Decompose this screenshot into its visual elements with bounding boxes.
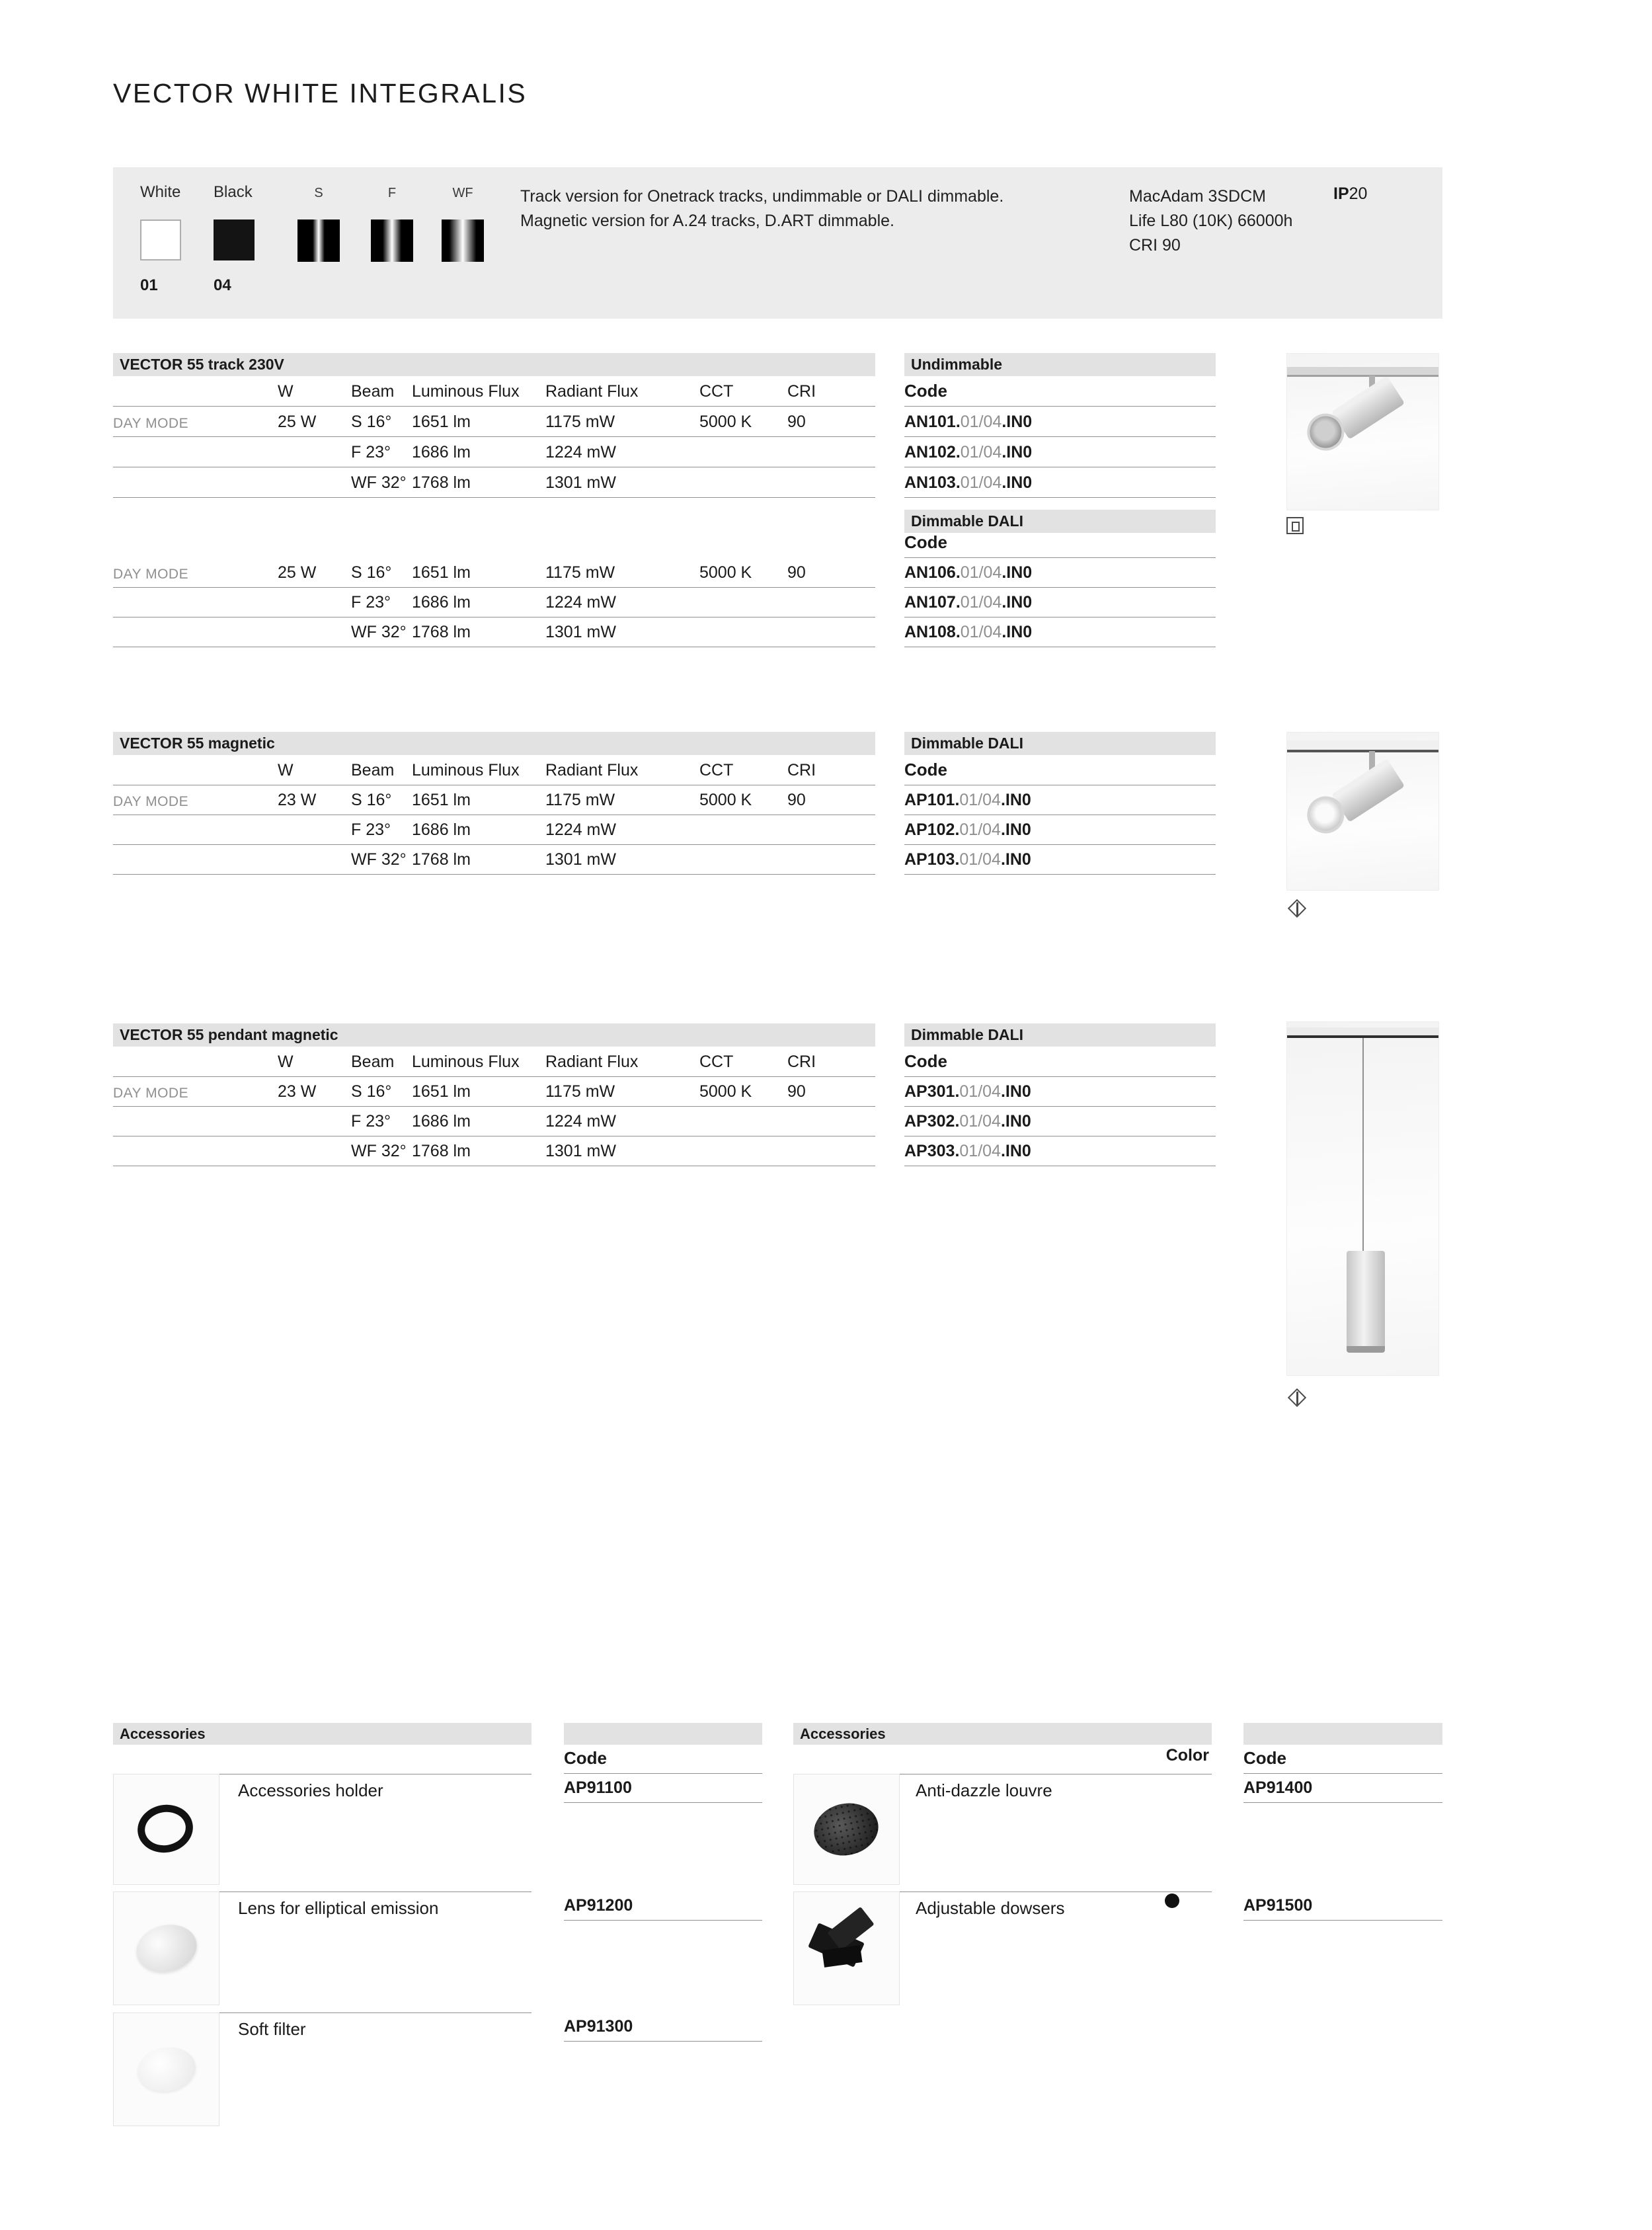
code-suffix: .IN0 (1000, 1082, 1031, 1101)
pendant-track-rail (1287, 1027, 1438, 1038)
cell-cri: 90 (787, 563, 806, 582)
product-info-band (113, 167, 1442, 319)
accessory-code-row (1243, 1892, 1442, 1921)
code-suffix: .IN0 (1002, 593, 1033, 612)
column-header-radiant-flux: Radiant Flux (545, 1053, 639, 1071)
code-row (904, 588, 1216, 617)
product-image-magnetic-spotlight (1286, 732, 1439, 891)
page-title: VECTOR WHITE INTEGRALIS (113, 78, 528, 108)
accessory-item-label: Anti-dazzle louvre (916, 1780, 1052, 1800)
dim-header-dali: Dimmable DALI (904, 1023, 1216, 1047)
code-row (904, 617, 1216, 647)
cell-radiant-flux: 1301 mW (545, 1142, 616, 1160)
product-code (904, 791, 1031, 810)
finish-swatch-white (140, 219, 181, 260)
cell-radiant-flux: 1301 mW (545, 623, 616, 641)
cell-luminous-flux: 1651 lm (412, 791, 471, 809)
color-dot-black (1165, 1893, 1179, 1908)
cell-cct: 5000 K (699, 563, 752, 582)
accessory-item-label: Accessories holder (238, 1780, 383, 1800)
product-code (904, 850, 1031, 869)
code-suffix: .IN0 (1002, 413, 1033, 431)
ip-prefix: IP (1333, 184, 1349, 203)
day-mode-label: DAY MODE (113, 416, 189, 431)
beam-icon-spot (297, 219, 340, 262)
accessory-item-label: Lens for elliptical emission (238, 1898, 439, 1918)
code-finish: 01/04 (960, 593, 1002, 612)
table-row (113, 617, 875, 647)
code-suffix: .IN0 (1000, 1112, 1031, 1131)
column-header-cri: CRI (787, 1053, 816, 1071)
table-header-row (113, 1047, 875, 1077)
day-mode-label: DAY MODE (113, 567, 189, 582)
product-description (520, 184, 1003, 233)
table-header-row (113, 376, 875, 407)
cell-luminous-flux: 1686 lm (412, 593, 471, 612)
track-mount-icon (1286, 517, 1304, 534)
track-rail (1287, 367, 1438, 377)
cell-cct: 5000 K (699, 413, 752, 431)
cell-radiant-flux: 1224 mW (545, 820, 616, 839)
product-image-track-spotlight (1286, 353, 1439, 510)
product-code (904, 413, 1032, 432)
table-header-row (113, 755, 875, 785)
column-header-cct: CCT (699, 761, 734, 779)
code-suffix: .IN0 (1000, 791, 1031, 809)
spec-macadam: MacAdam 3SDCM (1129, 187, 1266, 206)
cell-beam: S 16° (351, 1082, 392, 1101)
cell-beam: F 23° (351, 820, 391, 839)
code-prefix: AN108. (904, 623, 961, 641)
accessory-image-louvre (793, 1774, 900, 1885)
cell-wattage: 23 W (278, 1082, 317, 1101)
product-code (904, 593, 1032, 612)
cell-radiant-flux: 1224 mW (545, 443, 616, 461)
cell-radiant-flux: 1175 mW (545, 1082, 615, 1101)
code-finish: 01/04 (960, 413, 1002, 431)
code-prefix: AP103. (904, 850, 960, 869)
beam-icon-wide-flood (442, 219, 484, 262)
description-line-2: Magnetic version for A.24 tracks, D.ART dimmable. (520, 212, 894, 230)
product-code (904, 1112, 1031, 1131)
spec-list (1129, 184, 1292, 258)
code-suffix: .IN0 (1002, 473, 1033, 492)
cell-beam: WF 32° (351, 1142, 407, 1160)
column-header-w: W (278, 761, 294, 779)
holder-ring (134, 1800, 196, 1856)
code-finish: 01/04 (960, 563, 1002, 582)
column-header-w: W (278, 1053, 294, 1071)
accessory-code-value: AP91200 (564, 1896, 633, 1915)
section-header-pendant: VECTOR 55 pendant magnetic (113, 1023, 875, 1047)
table-row (113, 588, 875, 617)
table-row (113, 785, 875, 815)
code-header: Code (1243, 1748, 1286, 1768)
code-header: Code (904, 760, 947, 779)
code-row (904, 785, 1216, 815)
code-prefix: AN102. (904, 443, 961, 461)
code-prefix: AP102. (904, 820, 960, 839)
code-row (904, 407, 1216, 437)
cell-beam: S 16° (351, 791, 392, 809)
table-row (113, 437, 875, 467)
cell-radiant-flux: 1175 mW (545, 563, 615, 582)
beam-label-wf: WF (452, 186, 473, 200)
ip-value: 20 (1349, 184, 1368, 203)
spec-life: Life L80 (10K) 66000h (1129, 212, 1293, 230)
code-finish: 01/04 (960, 443, 1002, 461)
dim-header-undimmable: Undimmable (904, 353, 1216, 376)
accessory-code-row (564, 2012, 762, 2042)
cell-luminous-flux: 1651 lm (412, 563, 471, 582)
day-mode-label: DAY MODE (113, 794, 189, 809)
cell-radiant-flux: 1224 mW (545, 593, 616, 612)
product-code (904, 1142, 1031, 1161)
accessories-header-right: Accessories (793, 1723, 1212, 1745)
accessory-item-label: Adjustable dowsers (916, 1898, 1065, 1918)
beam-label-s: S (314, 186, 323, 200)
code-finish: 01/04 (960, 473, 1002, 492)
column-header-cri: CRI (787, 382, 816, 401)
finish-swatch-black (214, 219, 255, 260)
code-header-row (904, 755, 1216, 785)
cell-beam: F 23° (351, 1112, 391, 1131)
table-row (113, 1136, 875, 1166)
cell-wattage: 25 W (278, 413, 317, 431)
column-header-cct: CCT (699, 382, 734, 401)
code-finish: 01/04 (959, 1082, 1001, 1101)
table-row (113, 845, 875, 875)
cell-luminous-flux: 1686 lm (412, 1112, 471, 1131)
product-code (904, 1082, 1031, 1101)
code-finish: 01/04 (959, 850, 1001, 869)
code-header-row (904, 1047, 1216, 1077)
product-image-pendant (1286, 1021, 1439, 1376)
table-row (113, 467, 875, 498)
code-prefix: AP101. (904, 791, 960, 809)
code-row (904, 1136, 1216, 1166)
cell-radiant-flux: 1175 mW (545, 413, 615, 431)
pendant-cord (1362, 1038, 1364, 1251)
cell-cri: 90 (787, 1082, 806, 1101)
code-prefix: AP302. (904, 1112, 960, 1131)
table-row (113, 1107, 875, 1136)
dim-header-dali: Dimmable DALI (904, 510, 1216, 533)
code-suffix: .IN0 (1000, 1142, 1031, 1160)
description-line-1: Track version for Onetrack tracks, undimmable or DALI dimmable. (520, 187, 1004, 206)
code-row (904, 1107, 1216, 1136)
accessory-code (564, 2017, 633, 2036)
finish-code-black: 04 (214, 276, 231, 294)
column-header-beam: Beam (351, 382, 395, 401)
spec-cri: CRI 90 (1129, 236, 1181, 255)
accessory-code-row (564, 1774, 762, 1803)
accessory-code-value: AP91400 (1243, 1778, 1313, 1797)
cell-cct: 5000 K (699, 791, 752, 809)
code-suffix: .IN0 (1002, 623, 1033, 641)
section-header-track: VECTOR 55 track 230V (113, 353, 875, 376)
cell-cri: 90 (787, 413, 806, 431)
accessories-code-bar-left (564, 1723, 762, 1745)
accessory-code (1243, 1896, 1312, 1915)
accessory-code-value: AP91100 (564, 1778, 632, 1797)
column-header-cct: CCT (699, 1053, 734, 1071)
magnet-icon-bar (1296, 1392, 1298, 1405)
accessory-item-label: Soft filter (238, 2019, 306, 2039)
column-header-radiant-flux: Radiant Flux (545, 761, 639, 779)
magnetic-track-rail (1287, 740, 1438, 752)
cell-beam: S 16° (351, 413, 392, 431)
beam-label-f: F (387, 186, 397, 200)
cell-wattage: 23 W (278, 791, 317, 809)
code-suffix: .IN0 (1000, 850, 1031, 869)
cell-luminous-flux: 1651 lm (412, 413, 471, 431)
accessory-code (1243, 1778, 1312, 1798)
code-row (904, 1077, 1216, 1107)
code-finish: 01/04 (959, 791, 1001, 809)
pendant-body (1347, 1251, 1385, 1350)
code-row (904, 845, 1216, 875)
magnet-icon-bar (1296, 902, 1298, 916)
cell-beam: S 16° (351, 563, 392, 582)
accessory-image-lens (113, 1892, 219, 2005)
column-header-cri: CRI (787, 761, 816, 779)
code-header-row (1243, 1745, 1442, 1774)
column-header-luminous-flux: Luminous Flux (412, 1053, 520, 1071)
cell-luminous-flux: 1651 lm (412, 1082, 471, 1101)
day-mode-label: DAY MODE (113, 1086, 189, 1101)
code-header: Code (904, 532, 947, 552)
code-header-row (904, 376, 1216, 407)
accessory-code-row (564, 1892, 762, 1921)
spotlight-body (1304, 371, 1409, 459)
table-row (113, 558, 875, 588)
product-code (904, 623, 1032, 642)
soft-filter-disc (134, 2043, 199, 2096)
column-header-luminous-flux: Luminous Flux (412, 761, 520, 779)
accessory-image-holder (113, 1774, 219, 1885)
cell-wattage: 25 W (278, 563, 317, 582)
cell-luminous-flux: 1768 lm (412, 623, 471, 641)
code-suffix: .IN0 (1002, 563, 1033, 582)
code-header: Code (564, 1748, 607, 1768)
cell-luminous-flux: 1768 lm (412, 850, 471, 869)
accessory-image-dowsers (793, 1892, 900, 2005)
code-header-row (564, 1745, 762, 1774)
product-code (904, 563, 1032, 582)
magnet-icon (1286, 898, 1309, 920)
cell-cri: 90 (787, 791, 806, 809)
code-suffix: .IN0 (1000, 820, 1031, 839)
code-prefix: AN103. (904, 473, 961, 492)
code-prefix: AP303. (904, 1142, 960, 1160)
cell-beam: WF 32° (351, 623, 407, 641)
accessory-image-soft-filter (113, 2012, 219, 2126)
code-header: Code (904, 1051, 947, 1071)
table-row (113, 1077, 875, 1107)
accessories-code-bar-right (1243, 1723, 1442, 1745)
code-row (904, 558, 1216, 588)
cell-luminous-flux: 1686 lm (412, 820, 471, 839)
cell-radiant-flux: 1301 mW (545, 850, 616, 869)
cell-luminous-flux: 1768 lm (412, 473, 471, 492)
code-row (904, 437, 1216, 467)
code-header-row (904, 533, 1216, 558)
cell-beam: WF 32° (351, 850, 407, 869)
accessory-code-value: AP91300 (564, 2017, 633, 2036)
table-row (113, 407, 875, 437)
code-finish: 01/04 (959, 1142, 1001, 1160)
finish-label-black: Black (214, 183, 253, 201)
code-row (904, 815, 1216, 845)
accessory-code-value: AP91500 (1243, 1896, 1313, 1915)
cell-cct: 5000 K (699, 1082, 752, 1101)
finish-label-white: White (140, 183, 181, 201)
dim-header-dali: Dimmable DALI (904, 732, 1216, 755)
product-code (904, 443, 1032, 462)
cell-radiant-flux: 1175 mW (545, 791, 615, 809)
column-header-radiant-flux: Radiant Flux (545, 382, 639, 401)
code-prefix: AP301. (904, 1082, 960, 1101)
code-suffix: .IN0 (1002, 443, 1033, 461)
accessories-header-left: Accessories (113, 1723, 531, 1745)
code-finish: 01/04 (959, 1112, 1001, 1131)
product-code (904, 473, 1032, 493)
column-header-beam: Beam (351, 761, 395, 779)
code-finish: 01/04 (960, 623, 1002, 641)
section-header-magnetic: VECTOR 55 magnetic (113, 732, 875, 755)
code-prefix: AN101. (904, 413, 961, 431)
track-mount-icon-inner (1292, 522, 1300, 532)
code-header: Code (904, 381, 947, 401)
product-code (904, 820, 1031, 840)
code-prefix: AN107. (904, 593, 961, 612)
table-row (113, 815, 875, 845)
finish-code-white: 01 (140, 276, 158, 294)
accessory-code (564, 1778, 632, 1798)
column-header-beam: Beam (351, 1053, 395, 1071)
cell-luminous-flux: 1768 lm (412, 1142, 471, 1160)
beam-icon-flood (371, 219, 413, 262)
anti-dazzle-louvre-disc (809, 1798, 883, 1862)
ip-rating (1333, 184, 1367, 204)
cell-luminous-flux: 1686 lm (412, 443, 471, 461)
spotlight-body (1304, 754, 1409, 842)
elliptical-lens (132, 1919, 202, 1978)
accessory-code-row (1243, 1774, 1442, 1803)
cell-radiant-flux: 1301 mW (545, 473, 616, 492)
cell-radiant-flux: 1224 mW (545, 1112, 616, 1131)
cell-beam: F 23° (351, 443, 391, 461)
code-finish: 01/04 (959, 820, 1001, 839)
accessory-code (564, 1896, 633, 1915)
color-header: Color (1165, 1746, 1209, 1765)
code-prefix: AN106. (904, 563, 961, 582)
magnet-icon (1286, 1387, 1309, 1410)
column-header-luminous-flux: Luminous Flux (412, 382, 520, 401)
cell-beam: WF 32° (351, 473, 407, 492)
cell-beam: F 23° (351, 593, 391, 612)
code-row (904, 467, 1216, 498)
pendant-lens (1347, 1346, 1385, 1353)
column-header-w: W (278, 382, 294, 401)
